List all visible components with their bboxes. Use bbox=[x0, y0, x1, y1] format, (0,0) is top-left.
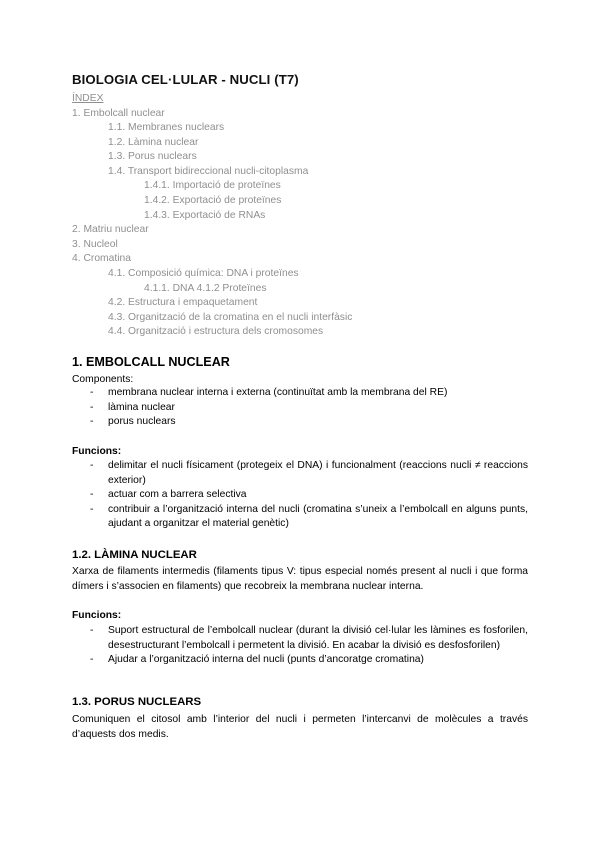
subsection-heading: 1.2. LÀMINA NUCLEAR bbox=[72, 549, 197, 561]
toc-item[interactable]: 4.1. Composició química: DNA i proteïnes bbox=[108, 268, 299, 280]
list-item: - làmina nuclear bbox=[72, 401, 528, 416]
table-of-contents bbox=[72, 92, 532, 340]
funcions-label: Funcions: bbox=[72, 446, 122, 457]
paragraph: Comuniquen el citosol amb l’interior del nucli i permeten l’intercanvi de molècules a través d’aquests dos medis. bbox=[72, 714, 528, 740]
toc-item[interactable]: 4.4. Organització i estructura dels cromosomes bbox=[108, 326, 324, 338]
funcions-label: Funcions: bbox=[72, 610, 122, 621]
toc-item[interactable]: 2. Matriu nuclear bbox=[72, 224, 149, 236]
toc-item[interactable]: 3. Nucleol bbox=[72, 238, 118, 250]
list-item: - membrana nuclear interna i externa (continuïtat amb la membrana del RE) bbox=[72, 386, 528, 401]
components-list bbox=[72, 386, 528, 430]
toc-heading[interactable]: ÍNDEX bbox=[72, 93, 104, 104]
funcions-list bbox=[72, 459, 528, 532]
list-item: - Ajudar a l’organització interna del nucli (punts d’ancoratge cromatina) bbox=[72, 653, 528, 668]
toc-item[interactable]: 1. Embolcall nuclear bbox=[72, 107, 165, 119]
dash-bullet: - bbox=[90, 460, 94, 471]
toc-item[interactable]: 1.4.1. Importació de proteïnes bbox=[144, 180, 281, 192]
list-item: - actuar com a barrera selectiva bbox=[72, 488, 528, 503]
subsection-heading: 1.3. PORUS NUCLEARS bbox=[72, 696, 202, 708]
funcions-list bbox=[72, 624, 528, 668]
toc-item[interactable]: 1.4.3. Exportació de RNAs bbox=[144, 209, 266, 221]
list-item: - contribuir a l’organització interna del nucli (cromatina s’uneix a l’embolcall en alguns punts, ajudant a organitzar el material genètic) bbox=[90, 503, 528, 530]
list-item: - porus nuclears bbox=[72, 415, 528, 430]
toc-item[interactable]: 4.1.1. DNA 4.1.2 Proteïnes bbox=[144, 282, 267, 294]
toc-item[interactable]: 1.2. Làmina nuclear bbox=[108, 136, 199, 148]
section-heading: 1. EMBOLCALL NUCLEAR bbox=[72, 355, 230, 369]
list-item: - Suport estructural de l’embolcall nuclear (durant la divisió cel·lular les làmines es fosforilen, desestructurant l’embolcall i permetent la divisió. En acabar la divisió es desfosforilen) bbox=[90, 625, 528, 651]
toc-item[interactable]: 1.1. Membranes nuclears bbox=[108, 122, 225, 134]
document-title: BIOLOGIA CEL·LULAR - NUCLI (T7) bbox=[72, 72, 299, 87]
dash-bullet: - bbox=[90, 489, 94, 501]
components-label: Components: bbox=[72, 374, 134, 385]
paragraph: Xarxa de filaments intermedis (filaments tipus V: tipus especial només present al nucli i que forma dímers i s’associen en filaments) que recobreix la membrana nuclear interna. bbox=[72, 566, 528, 592]
dash-bullet: - bbox=[90, 401, 94, 413]
toc-item[interactable]: 4.3. Organització de la cromatina en el nucli interfàsic bbox=[108, 311, 353, 323]
toc-item[interactable]: 1.4.2. Exportació de proteïnes bbox=[144, 195, 282, 207]
dash-bullet: - bbox=[90, 503, 94, 515]
list-item: - delimitar el nucli físicament (protegeix el DNA) i funcionalment (reaccions nucli ≠ reaccions exterior) bbox=[90, 460, 528, 486]
dash-bullet: - bbox=[90, 654, 94, 666]
dash-bullet: - bbox=[90, 416, 94, 428]
toc-item[interactable]: 4. Cromatina bbox=[72, 253, 131, 265]
toc-item[interactable]: 1.4. Transport bidireccional nucli-citoplasma bbox=[108, 165, 309, 177]
dash-bullet: - bbox=[90, 387, 94, 398]
toc-item[interactable]: 1.3. Porus nuclears bbox=[108, 151, 197, 163]
dash-bullet: - bbox=[90, 625, 94, 636]
toc-item[interactable]: 4.2. Estructura i empaquetament bbox=[108, 297, 258, 309]
